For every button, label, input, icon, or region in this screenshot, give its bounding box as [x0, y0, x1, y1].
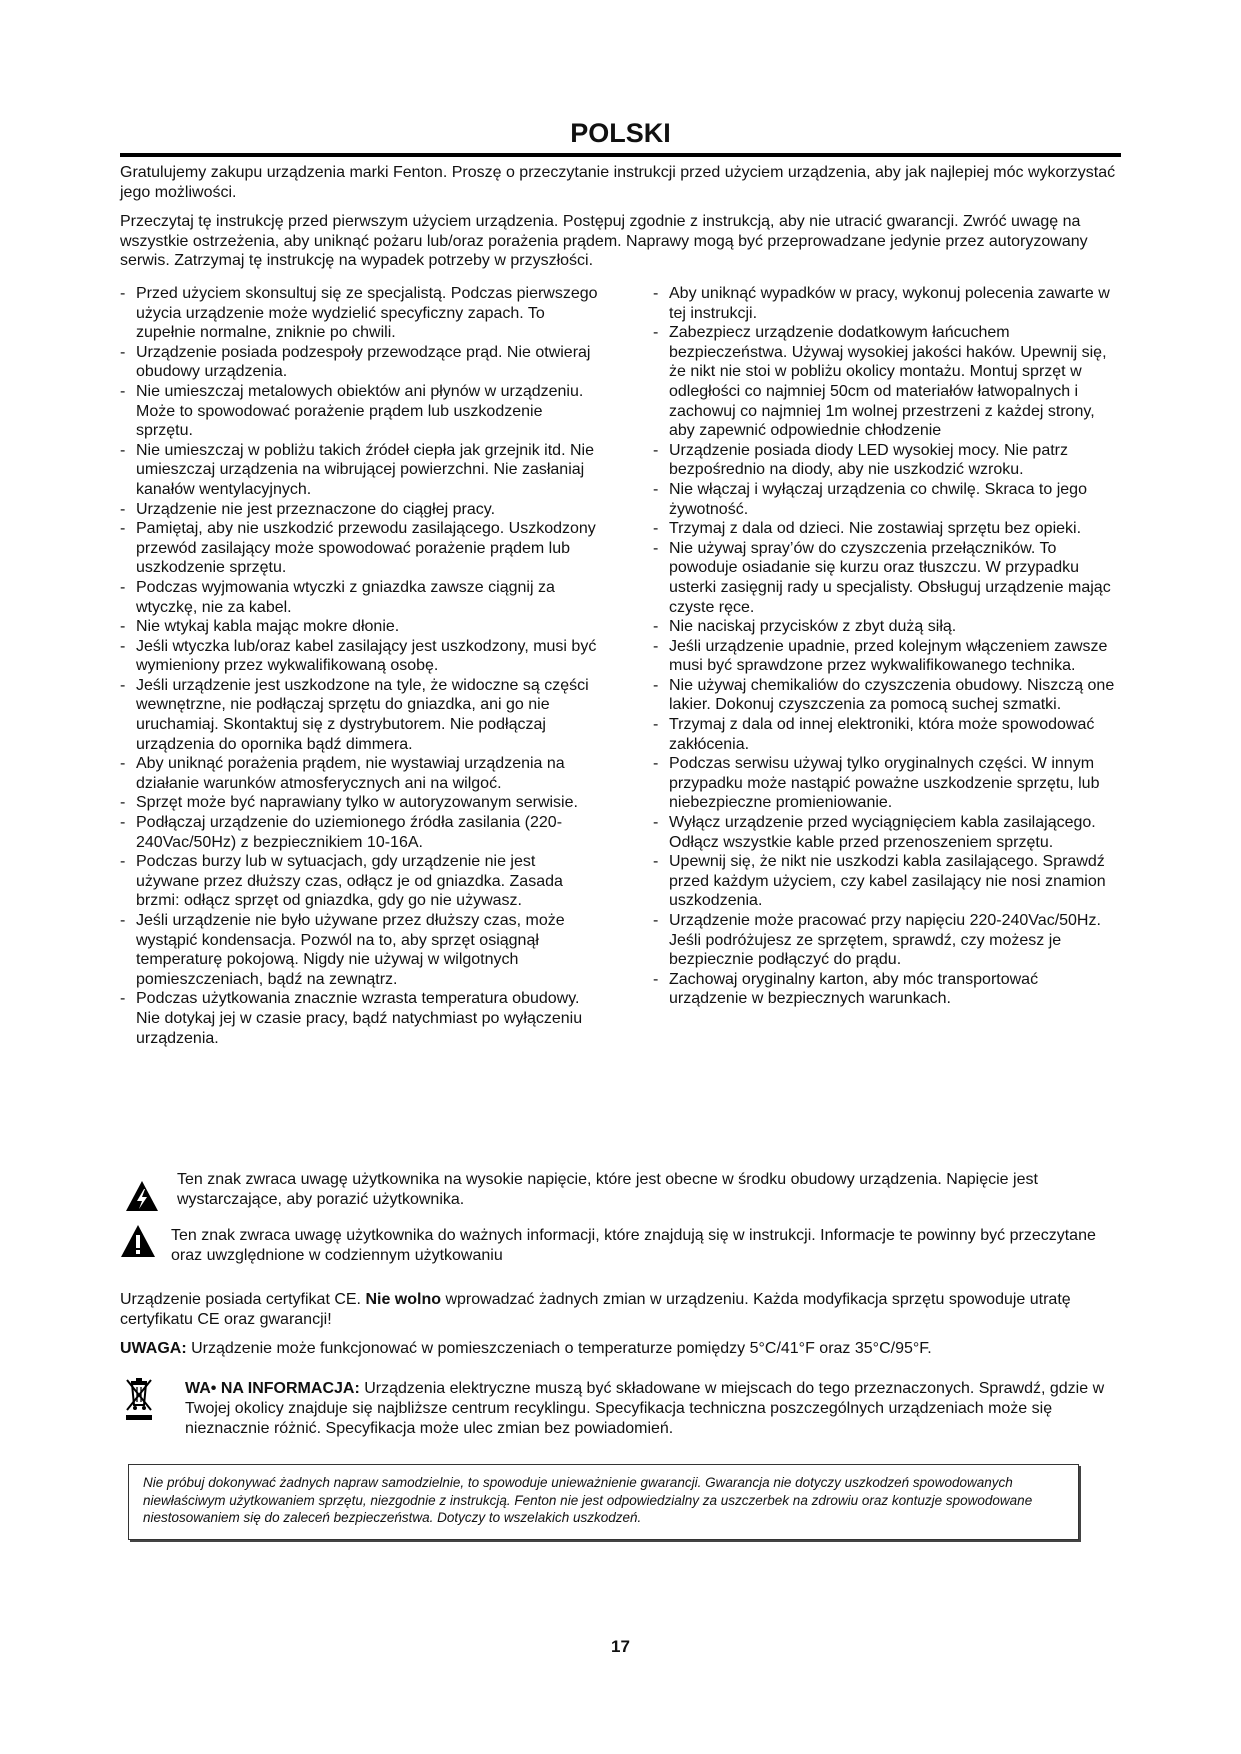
info-warning-text: Ten znak zwraca uwagę użytkownika do ważnych informacji, które znajdują się w instrukcji. Informacje te powinny być przeczytane oraz uwzględnione w codziennym użytkowaniu	[171, 1227, 1096, 1264]
list-item: - Urządzenie posiada podzespoły przewodzące prąd. Nie otwieraj obudowy urządzenia.	[120, 343, 600, 382]
ce-emphasis: Nie wolno	[365, 1291, 442, 1308]
list-item: - Nie naciskaj przycisków z zbyt dużą siłą.	[653, 617, 1120, 637]
safety-list-right	[653, 284, 1120, 1009]
exclamation-warning-icon	[120, 1224, 156, 1258]
list-item: - Upewnij się, że nikt nie uszkodzi kabla zasilającego. Sprawdź przed każdym użyciem, czy kabel zasilający nie nosi znamion uszkodzenia.	[653, 852, 1120, 911]
list-item: - Urządzenie nie jest przeznaczone do ciągłej pracy.	[120, 500, 600, 520]
list-item: - Zachowaj oryginalny karton, aby móc transportować urządzenie w bezpiecznych warunkach.	[653, 970, 1120, 1009]
list-item: - Aby uniknąć wypadków w pracy, wykonuj polecenia zawarte w tej instrukcji.	[653, 284, 1120, 323]
list-item: - Jeśli wtyczka lub/oraz kabel zasilający jest uszkodzony, musi być wymieniony przez wykwalifikowaną osobę.	[120, 637, 600, 676]
list-item: - Zabezpiecz urządzenie dodatkowym łańcuchem bezpieczeństwa. Używaj wysokiej jakości haków. Upewnij się, że nikt nie stoi w pobliżu okolicy montażu. Montuj sprzęt w odległości co najmniej 50cm od materiałów łatwopalnych i zachowuj co najmniej 1m wolnej przestrzeni z każdej strony, aby zapewnić odpowiednie chłodzenie	[653, 323, 1120, 441]
high-voltage-warning-icon	[125, 1180, 159, 1212]
ce-text: Urządzenie posiada certyfikat CE.	[120, 1291, 366, 1308]
ce-statement	[120, 1290, 1120, 1329]
uwaga-note	[120, 1339, 1120, 1359]
weee-note	[185, 1379, 1122, 1439]
list-item: - Nie używaj spray’ów do czyszczenia przełączników. To powoduje osiadanie się kurzu oraz tłuszczu. W przypadku usterki zasięgnij rady u specjalisty. Obsługuj urządzenie mając czyste ręce.	[653, 539, 1120, 617]
weee-text: Urządzenia elektryczne muszą być składowane w miejscach do tego przeznaczonych. Sprawdź, gdzie w Twojej okolicy znajduje się najbliższe centrum recyklingu. Specyfikacja techniczna poszczególnych urządzeniach może się nieznacznie różnić. Specyfikacja może ulec zmian bez powiadomień.	[185, 1380, 1105, 1437]
weee-crossed-bin-icon	[124, 1377, 154, 1421]
disclaimer-text: Nie próbuj dokonywać żadnych napraw samodzielnie, to spowoduje unieważnienie gwarancji. Gwarancja nie dotyczy uszkodzeń spowodowanych niewłaściwym użytkowaniem sprzętu, niezgodnie z instrukcją. Fenton nie jest odpowiedzialny za uszczerbek na zdrowiu oraz kontuzje spowodowane niestosowaniem się do zaleceń bezpieczeństwa. Dotyczy to wszelakich uszkodzeń.	[143, 1475, 1033, 1525]
page-title: POLSKI	[570, 118, 671, 148]
list-item: - Przed użyciem skonsultuj się ze specjalistą. Podczas pierwszego użycia urządzenie może wydzielić specyficzny zapach. To zupełnie normalne, zniknie po chwili.	[120, 284, 600, 343]
list-item: - Nie umieszczaj w pobliżu takich źródeł ciepła jak grzejnik itd. Nie umieszczaj urządzenia na wibrującej powierzchni. Nie zasłaniaj kanałów wentylacyjnych.	[120, 441, 600, 500]
list-item: - Nie wtykaj kabla mając mokre dłonie.	[120, 617, 600, 637]
list-item: - Jeśli urządzenie nie było używane przez dłuższy czas, może wystąpić kondensacja. Pozwól na to, aby sprzęt osiągnął temperaturę pokojową. Nigdy nie używaj w wilgotnych pomieszczeniach, bądź na zewnątrz.	[120, 911, 600, 989]
ce-text-end: wprowadzać żadnych zmian w urządzeniu. Każda modyfikacja sprzętu spowoduje utratę certyfikatu CE oraz gwarancji!	[120, 1291, 1071, 1328]
disclaimer-box	[128, 1464, 1079, 1540]
list-item: - Trzymaj z dala od innej elektroniki, która może spowodować zakłócenia.	[653, 715, 1120, 754]
list-item: - Nie umieszczaj metalowych obiektów ani płynów w urządzeniu. Może to spowodować porażenie prądem lub uszkodzenie sprzętu.	[120, 382, 600, 441]
list-item: - Trzymaj z dala od dzieci. Nie zostawiaj sprzętu bez opieki.	[653, 519, 1120, 539]
list-item: - Podczas użytkowania znacznie wzrasta temperatura obudowy. Nie dotykaj jej w czasie pracy, bądź natychmiast po wyłączeniu urządzenia.	[120, 989, 600, 1048]
list-item: - Podczas burzy lub w sytuacjach, gdy urządzenie nie jest używane przez dłuższy czas, odłącz je od gniazdka. Zasada brzmi: odłącz sprzęt od gniazdka, gdy go nie używasz.	[120, 852, 600, 911]
intro-paragraph-1: Gratulujemy zakupu urządzenia marki Fenton. Proszę o przeczytanie instrukcji przed użyciem urządzenia, aby jak najlepiej móc wykorzystać jego możliwości.	[120, 164, 1116, 201]
high-voltage-warning-text: Ten znak zwraca uwagę użytkownika na wysokie napięcie, które jest obecne w środku obudowy urządzenia. Napięcie jest wystarczające, aby porazić użytkownika.	[177, 1171, 1038, 1208]
list-item: - Urządzenie może pracować przy napięciu 220-240Vac/50Hz. Jeśli podróżujesz ze sprzętem, sprawdź, czy możesz je bezpiecznie podłączyć do prądu.	[653, 911, 1120, 970]
title-rule	[120, 153, 1121, 157]
uwaga-text: Urządzenie może funkcjonować w pomieszczeniach o temperaturze pomiędzy 5°C/41°F oraz 35°C/95°F.	[186, 1340, 932, 1357]
list-item: - Aby uniknąć porażenia prądem, nie wystawiaj urządzenia na działanie warunków atmosferycznych ani na wilgoć.	[120, 754, 600, 793]
list-item: - Wyłącz urządzenie przed wyciągnięciem kabla zasilającego. Odłącz wszystkie kable przed przenoszeniem sprzętu.	[653, 813, 1120, 852]
list-item: - Jeśli urządzenie upadnie, przed kolejnym włączeniem zawsze musi być sprawdzone przez wykwalifikowanego technika.	[653, 637, 1120, 676]
list-item: - Sprzęt może być naprawiany tylko w autoryzowanym serwisie.	[120, 793, 600, 813]
list-item: - Nie włączaj i wyłączaj urządzenia co chwilę. Skraca to jego żywotność.	[653, 480, 1120, 519]
list-item: - Podczas wyjmowania wtyczki z gniazdka zawsze ciągnij za wtyczkę, nie za kabel.	[120, 578, 600, 617]
list-item: - Podłączaj urządzenie do uziemionego źródła zasilania (220-240Vac/50Hz) z bezpiecznikiem 10-16A.	[120, 813, 600, 852]
weee-label: WA• NA INFORMACJA:	[185, 1380, 360, 1397]
page-number: 17	[611, 1637, 630, 1656]
list-item: - Urządzenie posiada diody LED wysokiej mocy. Nie patrz bezpośrednio na diody, aby nie uszkodzić wzroku.	[653, 441, 1120, 480]
safety-list-left	[120, 284, 600, 1048]
list-item: - Podczas serwisu używaj tylko oryginalnych części. W innym przypadku może nastąpić poważne uszkodzenie sprzętu, lub niebezpieczne promieniowanie.	[653, 754, 1120, 813]
intro-paragraph-2: Przeczytaj tę instrukcję przed pierwszym użyciem urządzenia. Postępuj zgodnie z instrukcją, aby nie utracić gwarancji. Zwróć uwagę na wszystkie ostrzeżenia, aby uniknąć pożaru lub/oraz porażenia prądem. Naprawy mogą być przeprowadzane jedynie przez autoryzowany serwis. Zatrzymaj tę instrukcję na wypadek potrzeby w przyszłości.	[120, 213, 1088, 269]
uwaga-label: UWAGA:	[120, 1340, 187, 1357]
list-item: - Nie używaj chemikaliów do czyszczenia obudowy. Niszczą one lakier. Dokonuj czyszczenia za pomocą suchej szmatki.	[653, 676, 1120, 715]
list-item: - Pamiętaj, aby nie uszkodzić przewodu zasilającego. Uszkodzony przewód zasilający może spowodować porażenie prądem lub uszkodzenie sprzętu.	[120, 519, 600, 578]
list-item: - Jeśli urządzenie jest uszkodzone na tyle, że widoczne są części wewnętrzne, nie podłączaj sprzętu do gniazdka, ani go nie uruchamiaj. Skontaktuj się z dystrybutorem. Nie podłączaj urządzenia do opornika bądź dimmera.	[120, 676, 600, 754]
